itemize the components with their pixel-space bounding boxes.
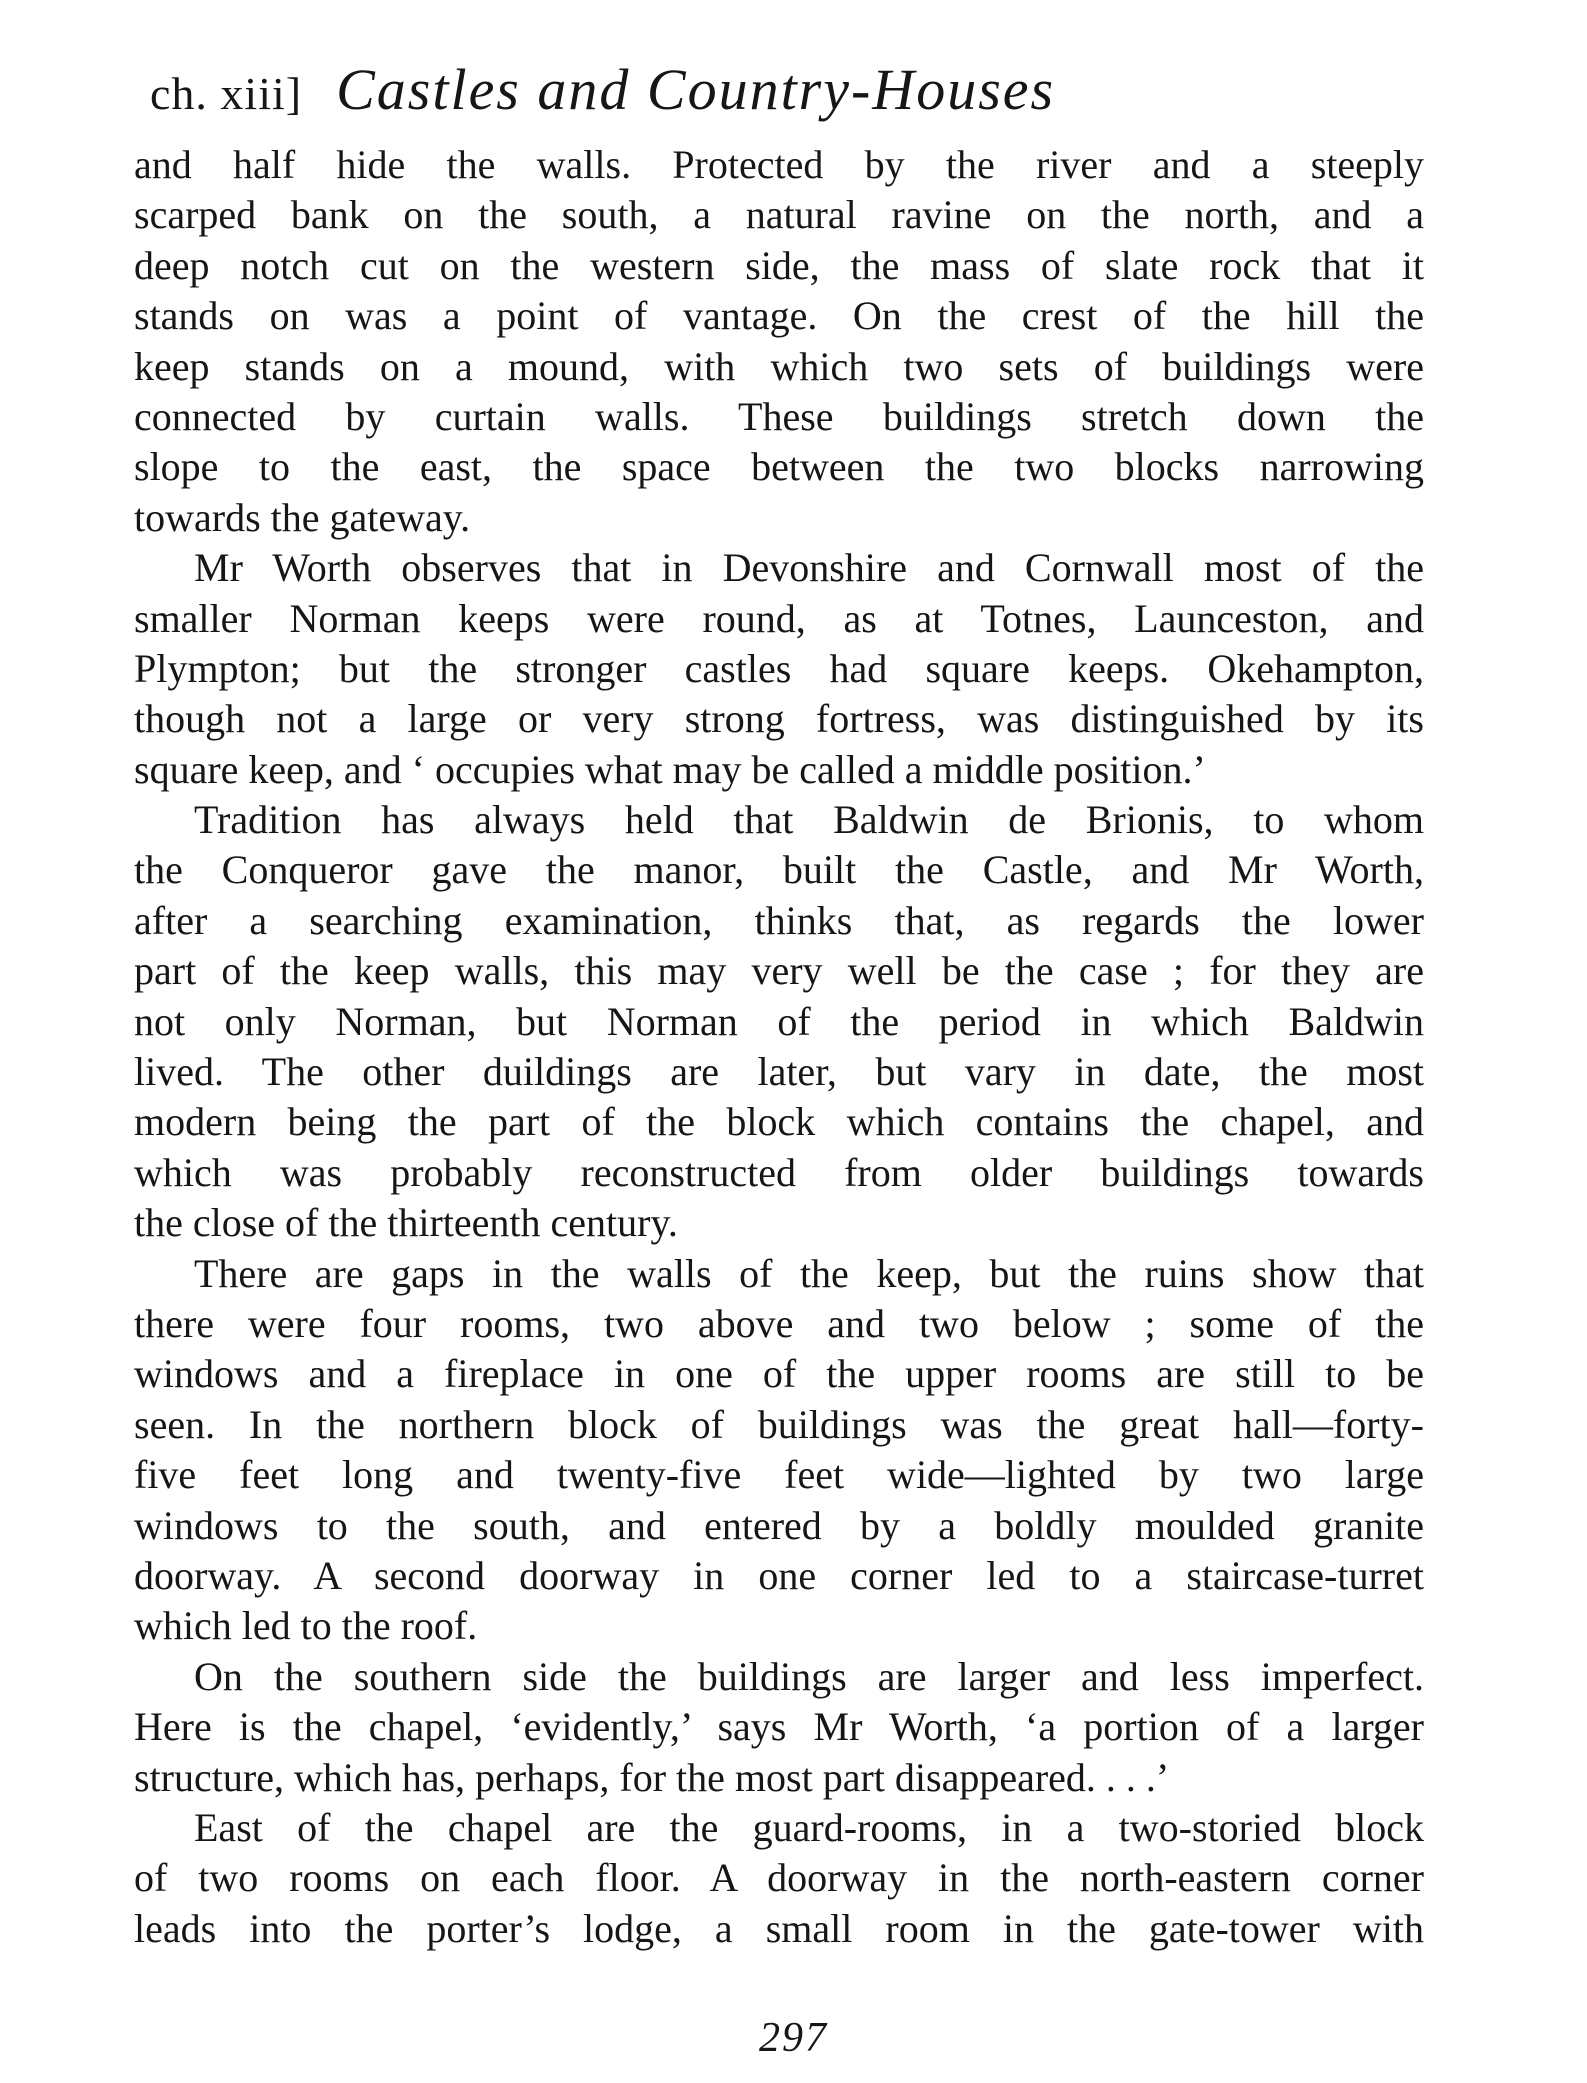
chapter-reference: ch. xiii] — [150, 68, 303, 119]
text-line: Mr Worth observes that in Devonshire and Cornwall most of the — [194, 545, 1424, 591]
text-line: the Conqueror gave the manor, built the Castle, and Mr Worth, — [134, 847, 1424, 893]
text-line: after a searching examination, thinks that, as regards the lower — [134, 897, 1424, 943]
text-line: seen. In the northern block of buildings was the great hall—forty- — [134, 1401, 1424, 1447]
running-title: Castles and Country-Houses — [336, 57, 1056, 122]
running-header — [150, 56, 1450, 136]
text-line: slope to the east, the space between the two blocks narrowing — [134, 444, 1424, 490]
text-line: which led to the roof. — [134, 1603, 478, 1649]
text-line: towards the gateway. — [134, 494, 471, 540]
text-line: not only Norman, but Norman of the period in which Baldwin — [134, 998, 1424, 1044]
text-line: Plympton; but the stronger castles had square keeps. Okehampton, — [134, 645, 1424, 691]
text-line: leads into the porter’s lodge, a small room in the gate-tower with — [134, 1905, 1424, 1951]
text-line: which was probably reconstructed from older buildings towards — [134, 1149, 1424, 1195]
text-line: scarped bank on the south, a natural ravine on the north, and a — [134, 192, 1424, 238]
text-line: smaller Norman keeps were round, as at Totnes, Launceston, and — [134, 595, 1424, 641]
text-line: There are gaps in the walls of the keep, but the ruins show that — [194, 1250, 1424, 1296]
text-line: structure, which has, perhaps, for the most part disappeared. . . .’ — [134, 1754, 1170, 1800]
text-line: of two rooms on each floor. A doorway in the north-eastern corner — [134, 1855, 1424, 1901]
text-line: Here is the chapel, ‘evidently,’ says Mr Worth, ‘a portion of a larger — [134, 1704, 1424, 1750]
text-line: and half hide the walls. Protected by the river and a steeply — [134, 142, 1424, 187]
text-line: stands on was a point of vantage. On the crest of the hill the — [134, 293, 1424, 339]
text-line: though not a large or very strong fortress, was distinguished by its — [134, 696, 1424, 742]
text-line: On the southern side the buildings are larger and less imperfect. — [194, 1653, 1424, 1699]
body-text — [134, 140, 1424, 1954]
text-line: square keep, and ‘ occupies what may be called a middle position.’ — [134, 746, 1206, 792]
text-line: the close of the thirteenth century. — [134, 1200, 678, 1246]
text-line: part of the keep walls, this may very well be the case ; for they are — [134, 948, 1424, 994]
text-line: deep notch cut on the western side, the mass of slate rock that it — [134, 242, 1424, 288]
text-line: windows and a fireplace in one of the upper rooms are still to be — [134, 1351, 1424, 1397]
text-line: modern being the part of the block which contains the chapel, and — [134, 1099, 1424, 1145]
page-number: 297 — [759, 2015, 828, 2061]
text-line: Tradition has always held that Baldwin de Brionis, to whom — [194, 797, 1424, 843]
text-line: five feet long and twenty-five feet wide—lighted by two large — [134, 1452, 1424, 1498]
text-line: lived. The other duildings are later, but vary in date, the most — [134, 1049, 1424, 1095]
text-line: there were four rooms, two above and two below ; some of the — [134, 1300, 1424, 1346]
text-line: keep stands on a mound, with which two sets of buildings were — [134, 343, 1424, 389]
text-line: windows to the south, and entered by a boldly moulded granite — [134, 1502, 1424, 1548]
text-line: East of the chapel are the guard-rooms, in a two-storied block — [194, 1804, 1424, 1850]
text-line: doorway. A second doorway in one corner led to a staircase-turret — [134, 1552, 1424, 1598]
text-line: connected by curtain walls. These buildings stretch down the — [134, 393, 1424, 439]
